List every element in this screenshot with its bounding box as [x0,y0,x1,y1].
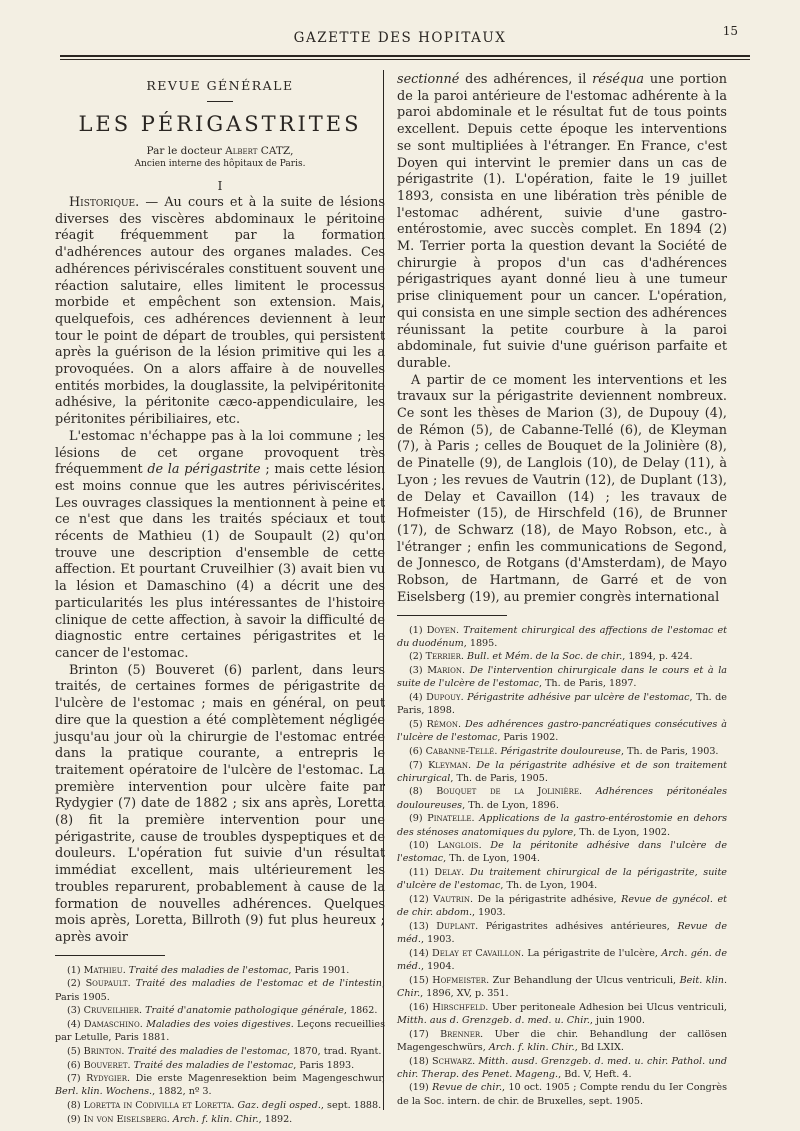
paragraph-interventions: A partir de ce moment les interventions et les travaux sur la périgastrite deviennent nombreux. Ce sont les thèses de Marion (3), de Dupouy (4), de Rémon (5), de Cabanne-Tellé (6), de Kleyman (7), à Paris ; celles de Bouquet de la Jolinière (8), de Pinatelle (9), de Langlois (10), de Delay (11), à Lyon ; les revues de Vautrin (12), de Duplant (13), de Delay et Cavaillon (14) ; les travaux de Hofmeister (15), de Hirschfeld (16), de Brunner (17), de Schwarz (18), de Mayo Robson, etc., à l'étranger ; enfin les communications de Segond, de Jonnesco, de Rotgans (d'Amsterdam), de Mayo Robson, de Hartmann, de Garré et de von Eiselsberg (19), au premier congrès international [397,372,727,605]
author-prefix: Par le docteur [146,145,226,157]
footnote-work: Traitement chirurgical des affections de l'estomac et du duodénum [397,624,727,649]
paragraph-text: — Au cours et à la suite de lésions diverses des viscères abdominaux le péritoine réagit fréquemment par la formation d'adhérences autour des organes malades. Ces adhérences périviscérales constituent souvent une réaction salutaire, elles limitent le processus morbide et empêchent son extension. Mais, quelquefois, ces adhérences deviennent à leur tour le point de départ de troubles, qui persistent après la guérison de la lésion primitive qui les a provoquées. On a alors affaire à de nouvelles entités morbides, la douglassite, la pelvipéritonite adhésive, la péritonite cæco-appendiculaire, les péritonites péribiliaires, etc. [55,195,385,428]
paragraph-text: une portion de la paroi antérieure de l'estomac adhérente à la paroi abdominale et le résultat fut de tous points excellent. Depuis cette époque les interventions se sont multipliées à l'étranger. En France, c'est Doyen qui intervint le premier dans un cas de périgastrite (1). L'opération, faite le 19 juillet 1893, consista en une libération très pénible de l'estomac adhérent, suivie d'une gastro-entérostomie, avec succès complet. En 1894 (2) M. Terrier porta la question devant la Société de chirurgie à propos d'un cas d'adhérences périgastriques ayant donné lieu à une tumeur prise cliniquement pour un cancer. L'opération, qui consista en une simple section des adhérences réunissant la petite courbure à la paroi abdominale, fut suivie d'une guérison parfaite et durable. [397,72,728,371]
footnote-work: De la périgastrite adhésive et de son traitement chirurgical [397,759,727,784]
right-column [397,72,727,1108]
paragraph-estomac [55,429,385,663]
footnote-work: Revue de gynécol. et de chir. abdom. [397,894,727,919]
footnote [397,1055,727,1081]
italic-term: sectionné [397,72,460,87]
author-name: Albert CATZ [225,145,291,157]
footnote-number: (4) [67,1018,84,1030]
footnote-text: , 10 oct. 1905 ; Compte rendu du Ier Congrès de la Soc. intern. de chir. de Bruxelles, sept. 1905. [397,1082,728,1107]
footnote-author: Langlois [437,840,479,852]
section-heading: REVUE GÉNÉRALE [146,78,294,93]
footnote-work: Maladies des voies digestives [146,1018,291,1030]
footnote-work: Revue de chir. [432,1082,503,1094]
footnote-author: Kleyman [428,759,468,771]
footnote-number: (5) [67,1045,84,1057]
footnote-text: . Zur Behandlung der Ulcus ventriculi, [486,974,680,986]
footnote-work: Beit. klin. Chir. [397,974,727,999]
footnote-work: De la péritonite adhésive dans l'ulcère de l'estomac [397,840,727,865]
footnote-text: . [472,1055,479,1067]
footnote-text: . [127,978,136,990]
footnote-text: , Th. de Lyon, 1904. [443,853,540,865]
footnote-number: (12) [409,894,434,906]
footnote-work: Revue de méd. [397,920,728,946]
footnote [397,866,727,892]
footnote-author: In von Eiselsberg [83,1113,167,1125]
footnote-author: Bouquet de la Jolinière [436,786,579,798]
footnote-text: . Uber peritoneale Adhesion bei Ulcus ventriculi, [485,1001,727,1013]
footnote-text: . Uber die chir. Behandlung der callösen Magengeschwürs, [397,1028,727,1053]
footnote-text: . [231,1100,238,1112]
footnote-number: (5) [409,718,427,730]
footnote-text: , Th. de Paris, 1905. [450,772,548,784]
footnote-text: , Th. de Lyon, 1902. [573,826,670,838]
author-suffix: , [290,145,294,157]
footnote-text: . [460,651,467,663]
footnote-text: . [127,1059,134,1071]
footnote-rule [55,955,165,956]
footnote-author: Vautrin [433,894,470,906]
footnote [397,745,727,758]
footnote-work: Traité d'anatomie pathologique générale [145,1005,344,1017]
footnote-number: (6) [409,745,426,757]
footnote-work: Arch. gén. de méd. [397,947,727,973]
author-line [55,144,385,158]
footnote-text: , Bd LXIX. [574,1041,624,1053]
footnote-number: (15) [409,974,433,986]
footnote-text: . [456,624,464,636]
footnote-text: , Paris 1905. [55,978,385,1003]
footnote-text: . [462,665,470,677]
footnote-number: (13) [409,920,437,932]
footnote-text: . [138,1005,146,1017]
italic-term: réséqua [592,72,645,87]
footnote-author: Hirschfeld [432,1001,486,1013]
footnote-author: Hofmeister [432,974,487,986]
paragraph-text: ; mais cette lésion est moins connue que les autres périviscérites. Les ouvrages classiques la mentionnent à peine et ce n'est que dans les traités spéciaux et tout récents de Mathieu (1) de Soupault (2) qu'on trouve une description d'ensemble de cette affection. Et pourtant Cruveilhier (3) avait bien vu la lésion et Damaschino (4) a décrit une des particularités les plus intéressantes de l'histoire clinique de cette affection, à savoir la difficulté de diagnostic entre certaines périgastrites et le cancer de l'estomac. [55,462,385,661]
footnote-text: , Th. de Paris, 1897. [538,678,637,690]
footnote-author: Marion [427,665,463,677]
footnote-number: (14) [409,947,433,959]
footnote [397,839,727,865]
footnote-text: , 1862. [343,1005,378,1017]
footnote-author: Bouveret [83,1059,128,1071]
footnote-number: (7) [409,759,429,771]
footnote-author: Dupouy [426,692,461,704]
footnote-text: . Leçons recueillies par Letulle, Paris 1881. [55,1018,386,1044]
footnote-work: Gaz. degli osped. [237,1100,321,1112]
footnote-author: Brinton [83,1045,122,1057]
footnote [55,1059,385,1072]
footnote-text: . [467,759,477,771]
footnote-text: , Paris 1901. [288,964,350,976]
footnote-author: Duplant [436,920,476,932]
footnote [55,964,385,977]
footnote-work: Périgastrite adhésive par ulcère de l'estomac [467,692,690,704]
footnote [55,1004,385,1017]
footnote-work: Traité des maladies de l'estomac et de l'intestin [135,978,382,990]
footnote-author: Cruveilhier [83,1005,139,1017]
footnote-author: Rémon [426,718,458,730]
footnote-author: Brenner [440,1028,481,1040]
footnote-work: Traité des maladies de l'estomac [127,1045,288,1057]
footnote-work: Périgastrite douloureuse [500,745,621,757]
footnote-text: . [166,1113,173,1125]
footnote-number: (16) [409,1001,433,1013]
footnote-work: Arch. f. klin. Chir. [488,1041,575,1053]
italic-term: de la périgastrite [147,462,261,478]
footnote [397,718,727,744]
footnote-work: Des adhérences gastro-pancréatiques consécutives à l'ulcère de l'estomac [397,718,727,744]
footnote-number: (7) [67,1073,87,1085]
footnote [55,1072,385,1098]
footnote-text: , Th. de Lyon, 1904. [500,880,598,892]
footnote [397,624,727,650]
journal-name: GAZETTE DES HOPITAUX [293,30,507,46]
footnote-number: (11) [409,867,435,879]
footnote-text: . Périgastrites adhésives antérieures, [475,920,678,932]
footnote-text: . La périgastrite de l'ulcère, [520,947,662,959]
footnote-author: Rydygier [86,1073,127,1085]
page-header [0,24,800,48]
footnote-author: Cabanne-Tellé [425,745,495,757]
part-number: I [217,179,223,193]
author-title: Ancien interne des hôpitaux de Paris. [134,159,306,169]
footnote-text: , sept. 1888. [320,1100,382,1112]
section-rule [207,101,233,102]
footnote-author: Damaschino [83,1018,140,1030]
footnote-text: , 1894, p. 424. [622,651,693,663]
footnotes-right [397,624,727,1108]
footnote [397,785,727,811]
footnote-number: (17) [409,1028,441,1040]
footnote-text: . [457,718,465,730]
footnote-text: . [139,1018,147,1030]
left-column [55,72,385,1127]
footnote-text: , 1895. [463,637,498,649]
footnote-text: . [460,692,468,704]
footnote-author: Doyen [426,624,457,636]
footnote-work: Bull. et Mém. de la Soc. de chir. [466,651,623,663]
footnote-work: Mitth. ausd. Grenzgeb. d. med. u. chir. Pathol. und chir. Therap. des Penet. Mageng. [397,1055,727,1080]
footnote-text: , 1896, XV, p. 351. [420,987,509,999]
footnote [55,1113,385,1126]
footnote-text: . [461,867,470,879]
footnote-text: , Th. de Lyon, 1896. [462,799,559,811]
footnote [397,664,727,690]
paragraph-brinton: Brinton (5) Bouveret (6) parlent, dans leurs traités, de certaines formes de périgastrite de l'ulcère de l'estomac ; mais en général, on peut dire que la question a été complètement négligée jusqu'au jour où la chirurgie de l'estomac entrée dans la pratique courante, a entrepris le traitement opératoire de l'ulcère de l'estomac. La première intervention pour ulcère faite par Rydygier (7) date de 1882 ; six ans après, Loretta (8) fit la première intervention pour une périgastrite, cause de troubles dyspeptiques et de douleurs. L'opération fut suivie d'un résultat immédiat excellent, mais ultérieurement les troubles reparurent, probablement à cause de la formation de nouvelles adhérences. Quelques mois après, Loretta, Billroth (9) fut plus heureux ; après avoir [55,662,385,945]
footnote-number: (19) [409,1082,433,1094]
footnote-text: , 1904. [420,961,455,973]
footnote-number: (8) [409,786,437,798]
footnote-author: Delay et Cavaillon [432,947,521,959]
footnote-work: Adhérences péritonéales douloureuses [397,786,728,811]
footnote [397,812,727,838]
footnote-author: Schwarz [432,1055,473,1067]
footnote-number: (2) [67,978,86,990]
footnote-text: , Th. de Paris, 1898. [397,692,727,717]
footnote-work: Du traitement chirurgical de la périgastrite, suite d'ulcère de l'estomac [397,867,727,892]
footnote-text: , Paris 1902. [497,732,559,744]
footnote-text: . [121,1045,128,1057]
footnote-number: (1) [409,624,427,636]
footnote-work: Mitth. aus d. Grenzgeb. d. med. u. Chir. [397,1014,590,1026]
footnote [397,650,727,663]
footnote-author: Terrier [425,651,461,663]
footnote-rule [397,615,507,616]
footnote-number: (9) [67,1113,84,1125]
footnote [55,1045,385,1058]
footnote [397,1001,727,1027]
footnote-author: Delay [434,867,462,879]
footnote-author: Mathieu [83,964,123,976]
footnote-number: (1) [67,964,84,976]
paragraph-text: des adhérences, il [459,72,593,87]
paragraph-historique [55,195,385,429]
footnote-author: Soupault [85,978,128,990]
footnote-text: . [471,813,480,825]
footnote-text: , 1882, nº 3. [152,1086,212,1098]
footnote-number: (3) [409,665,428,677]
footnote-work: De l'intervention chirurgicale dans le cours et à la suite de l'ulcère de l'estomac [397,665,727,690]
footnote [397,974,727,1000]
footnote-text: . De la périgastrite adhésive, [469,894,622,906]
paragraph-continuation [397,72,727,373]
footnote [55,977,385,1003]
footnote-text: , Paris 1893. [293,1059,355,1071]
footnotes-left [55,964,385,1126]
footnote-number: (4) [409,692,427,704]
footnote-number: (9) [409,813,428,825]
footnote [397,893,727,919]
header-rule-thin [60,59,750,60]
footnote [55,1018,385,1044]
footnote-text: , 1903. [472,907,506,919]
footnote [397,920,727,946]
footnote-text: , juin 1900. [589,1014,645,1026]
footnote-work: Berl. klin. Wochens. [55,1086,153,1098]
footnote-work: Traité des maladies de l'estomac [128,964,289,976]
footnote-number: (3) [67,1005,84,1017]
footnote [55,1099,385,1112]
footnote-number: (8) [67,1100,84,1112]
footnote-text: . Die erste Magenresektion beim Magengeschwur, [127,1073,385,1085]
page-number: 15 [722,24,738,38]
article-title: LES PÉRIGASTRITES [78,112,362,136]
footnote-text: , 1870, trad. Ryant. [287,1045,382,1057]
footnote-text: , Th. de Paris, 1903. [620,745,719,757]
footnote [397,1081,727,1107]
header-rule-thick [60,55,750,57]
footnote-work: Traité des maladies de l'estomac [133,1059,294,1071]
footnote-number: (18) [409,1055,433,1067]
footnote-text: . [478,840,491,852]
footnote-text: . [579,786,596,798]
footnote-number: (10) [409,840,438,852]
footnote-number: (6) [67,1059,84,1071]
footnote [397,947,727,973]
footnote-author: Pinatelle [427,813,472,825]
footnote [397,691,727,717]
footnote-text: , 1892. [258,1113,293,1125]
footnote [397,1028,727,1054]
footnote-text: . [494,745,501,757]
footnote-text: . [122,964,129,976]
footnote-author: Loretta in Codivilla et Loretta [83,1100,232,1112]
footnote-work: Arch. f. klin. Chir. [172,1113,259,1125]
footnote-number: (2) [409,651,426,663]
footnote-text: , Bd. V, Heft. 4. [558,1068,632,1080]
footnote-work: Applications de la gastro-entérostomie en dehors des sténoses anatomiques du pylore [397,813,727,838]
footnote [397,759,727,785]
lead-word: Historique. [69,195,140,210]
paragraph-text: L'estomac n'échappe pas à la loi commune ; les lésions de cet organe provoquent très fréquemment [55,428,385,478]
footnote-text: , 1903. [420,934,455,946]
